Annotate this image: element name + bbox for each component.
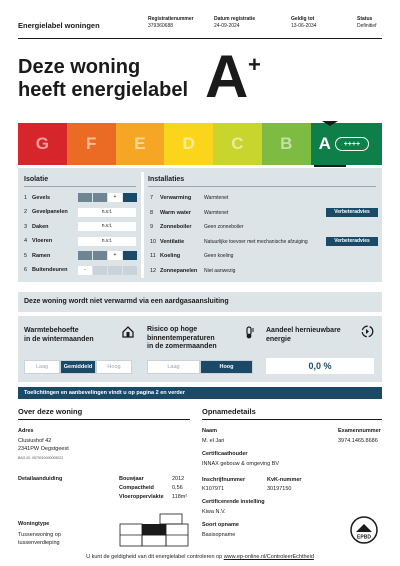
isolatie-label: Gevels [32, 194, 51, 201]
isolatie-num: 5 [24, 252, 28, 259]
installatie-row [150, 192, 378, 205]
renewable-icon [361, 325, 374, 338]
installatie-row [150, 250, 378, 263]
risico-option: Laag [147, 360, 200, 374]
footer-text: U kunt de geldigheid van dit energielabel controleren op [86, 554, 223, 560]
risico-title2: binnentemperaturen [147, 334, 215, 342]
registratie-value: 379360688 [148, 23, 174, 29]
exam-value: 3974.1465.8686 [338, 438, 378, 444]
energy-class-current-letter: A [318, 134, 331, 153]
building-type-icon [118, 512, 190, 548]
geldig-block [291, 16, 317, 30]
naam-value: M. el Jari [202, 438, 225, 444]
panel-divider [141, 172, 144, 278]
isolatie-row [24, 207, 136, 218]
energy-class-d: D [164, 123, 213, 165]
gas-note-panel [18, 292, 382, 312]
warmte-scale [24, 360, 132, 374]
datum-block [214, 16, 255, 30]
datum-value: 24-09-2024 [214, 23, 240, 29]
naam-label: Naam [202, 428, 217, 434]
installatie-value: Niet aanwezig [204, 267, 236, 274]
current-class-marker [322, 121, 338, 126]
isolatie-row [24, 265, 137, 276]
exam-label: Examennummer [338, 428, 381, 434]
footer [0, 554, 400, 560]
woning-rule [18, 419, 190, 420]
bouwjaar-label: Bouwjaar [119, 476, 144, 482]
registratie-label: Registratienummer [148, 16, 194, 22]
woningtype-value [18, 531, 61, 547]
headline [18, 56, 188, 102]
vloer-value: 118m² [172, 494, 188, 500]
isolatie-label: Buitendeuren [32, 267, 68, 273]
installatie-num: 8 [150, 209, 154, 216]
detail-label: Detailaanduiding [18, 476, 63, 482]
thermometer-icon [243, 326, 255, 339]
warmte-box [22, 320, 136, 378]
energy-class-c: C [213, 123, 262, 165]
installatie-num: 7 [150, 195, 154, 202]
installatie-value: Warmtenet [204, 195, 229, 202]
isolatie-row [24, 250, 137, 261]
woningtype-line2: tussenverdieping [18, 540, 60, 546]
adres-line2: 2341PW Oegstgeest [18, 446, 69, 452]
toelichting-bar: Toelichtingen en aanbevelingen vindt u op pagina 2 en verder [18, 387, 382, 399]
installatie-label: Zonnepanelen [160, 267, 198, 274]
installatie-row [150, 221, 378, 234]
hernieuwbaar-title1: Aandeel hernieuwbare [266, 327, 341, 334]
installatie-label: Ventilatie [160, 238, 185, 245]
risico-scale [147, 360, 253, 374]
warmte-title2: in de wintermaanden [24, 336, 94, 343]
document-title: Energielabel woningen [18, 21, 100, 30]
isolatie-rule [24, 186, 136, 187]
bag-id: BAG-ID: 0579010000005022 [18, 456, 64, 460]
isolatie-num: 2 [24, 209, 28, 215]
energy-label-letter: A [205, 43, 248, 110]
installatie-row [150, 207, 378, 220]
installatie-value: Natuurlijke toevoer met mechanische afzuiging [204, 238, 308, 245]
installatie-label: Verwarming [160, 195, 192, 202]
installatie-num: 12 [150, 267, 157, 274]
headline-line2: heeft energielabel [18, 79, 189, 101]
status-block [357, 16, 376, 30]
cert-value: INNAX gebouw & omgeving BV [202, 461, 280, 467]
installatie-label: Koeling [160, 253, 181, 260]
energy-class-current [311, 123, 382, 165]
adres-label: Adres [18, 428, 34, 434]
geldig-value: 13-06-2034 [291, 23, 317, 29]
energy-label-plus: + [248, 52, 261, 77]
isolatie-value: n.v.t. [78, 237, 136, 246]
installatie-num: 10 [150, 238, 157, 245]
risico-title3: in de zomermaanden [147, 343, 217, 350]
soort-value: Basisopname [202, 532, 236, 538]
energy-class-current-suffix: ++++ [335, 137, 369, 151]
energy-class-e: E [116, 123, 165, 165]
instelling-value: Kiwa N.V. [202, 509, 226, 515]
epbd-logo [350, 516, 378, 544]
isolatie-label: Daken [32, 223, 49, 230]
installatie-num: 9 [150, 224, 154, 231]
isolatie-value: n.v.t. [78, 208, 136, 217]
house-icon [122, 326, 134, 338]
woningtype-label: Woningtype [18, 521, 50, 527]
energy-scale-bar [18, 123, 382, 165]
kvk-label: KvK-nummer [267, 477, 302, 483]
compact-label: Compactheid [119, 485, 154, 491]
isolatie-num: 1 [24, 194, 28, 201]
status-label: Status [357, 16, 373, 22]
isolatie-value: n.v.t. [78, 222, 136, 231]
warmte-option: Laag [24, 360, 60, 374]
inschr-value: K107971 [202, 486, 225, 492]
isolatie-row [24, 192, 137, 203]
energy-class-b: B [262, 123, 311, 165]
isolatie-num: 6 [24, 267, 28, 273]
installatie-num: 11 [150, 253, 156, 260]
warmte-title1: Warmtebehoefte [24, 327, 79, 334]
warmte-option: Hoog [96, 360, 132, 374]
isolatie-label: Ramen [32, 252, 51, 259]
inschr-label: Inschrijfnummer [202, 477, 246, 483]
woningtype-line1: Tussenwoning op [18, 532, 61, 538]
vloer-label: Vloeroppervlakte [119, 494, 164, 500]
datum-label: Datum registratie [214, 16, 256, 22]
footer-link[interactable]: www.ep-online.nl/ControleerEchtheid [223, 554, 314, 560]
hernieuwbaar-title2: energie [266, 336, 291, 343]
installatie-label: Warm water [160, 209, 191, 216]
registratie-block [148, 16, 194, 30]
cert-label: Certificaathouder [202, 451, 248, 457]
installatie-value: Geen koeling [204, 253, 234, 260]
warmte-option: Gemiddeld [60, 360, 96, 374]
installaties-rule [148, 186, 376, 187]
svg-text:EPBD: EPBD [357, 534, 371, 541]
isolatie-value: + [78, 251, 137, 260]
instelling-label: Certificerende instelling [202, 499, 265, 505]
installaties-title: Installaties [148, 176, 185, 183]
risico-title1: Risico op hoge [147, 326, 198, 333]
installatie-row [150, 265, 378, 278]
isolatie-num: 3 [24, 223, 28, 230]
compact-value: 0,56 [172, 485, 183, 491]
isolatie-label: Vloeren [32, 238, 53, 244]
isolatie-value: - [78, 266, 137, 275]
installatie-value: Geen zonneboiler [204, 224, 244, 231]
header-divider [18, 38, 382, 39]
kvk-value: 30197150 [267, 486, 292, 492]
adres-line1: Clusiushof 42 [18, 438, 52, 444]
opname-rule [202, 419, 382, 420]
isolatie-row [24, 236, 136, 247]
verbeteradvies-button[interactable]: Verbeteradvies [326, 208, 378, 217]
hernieuwbaar-box [264, 320, 378, 378]
energy-class-f: F [67, 123, 116, 165]
bouwjaar-value: 2012 [172, 476, 185, 482]
isolatie-num: 4 [24, 238, 28, 244]
isolatie-row [24, 221, 136, 232]
isolatie-title: Isolatie [24, 176, 49, 183]
risico-option: Hoog [200, 360, 253, 374]
installatie-value: Warmtenet [204, 209, 229, 216]
verbeteradvies-button[interactable]: Verbeteradvies [326, 237, 378, 246]
installatie-label: Zonneboiler [160, 224, 192, 231]
headline-line1: Deze woning [18, 56, 141, 78]
gas-note: Deze woning wordt niet verwarmd via een aardgasaansluiting [24, 298, 229, 305]
soort-label: Soort opname [202, 522, 239, 528]
energy-class-g: G [18, 123, 67, 165]
adres-value [18, 437, 69, 453]
geldig-label: Geldig tot [291, 16, 315, 22]
woning-title: Over deze woning [18, 407, 83, 416]
isolatie-label: Gevelpanelen [32, 209, 68, 215]
status-value: Definitief [357, 23, 377, 29]
installatie-row [150, 236, 378, 249]
current-class-underline [314, 165, 346, 167]
isolatie-value: + [78, 193, 137, 202]
hernieuwbaar-value: 0,0 % [266, 358, 374, 374]
risico-box [141, 320, 259, 378]
opname-title: Opnamedetails [202, 407, 256, 416]
